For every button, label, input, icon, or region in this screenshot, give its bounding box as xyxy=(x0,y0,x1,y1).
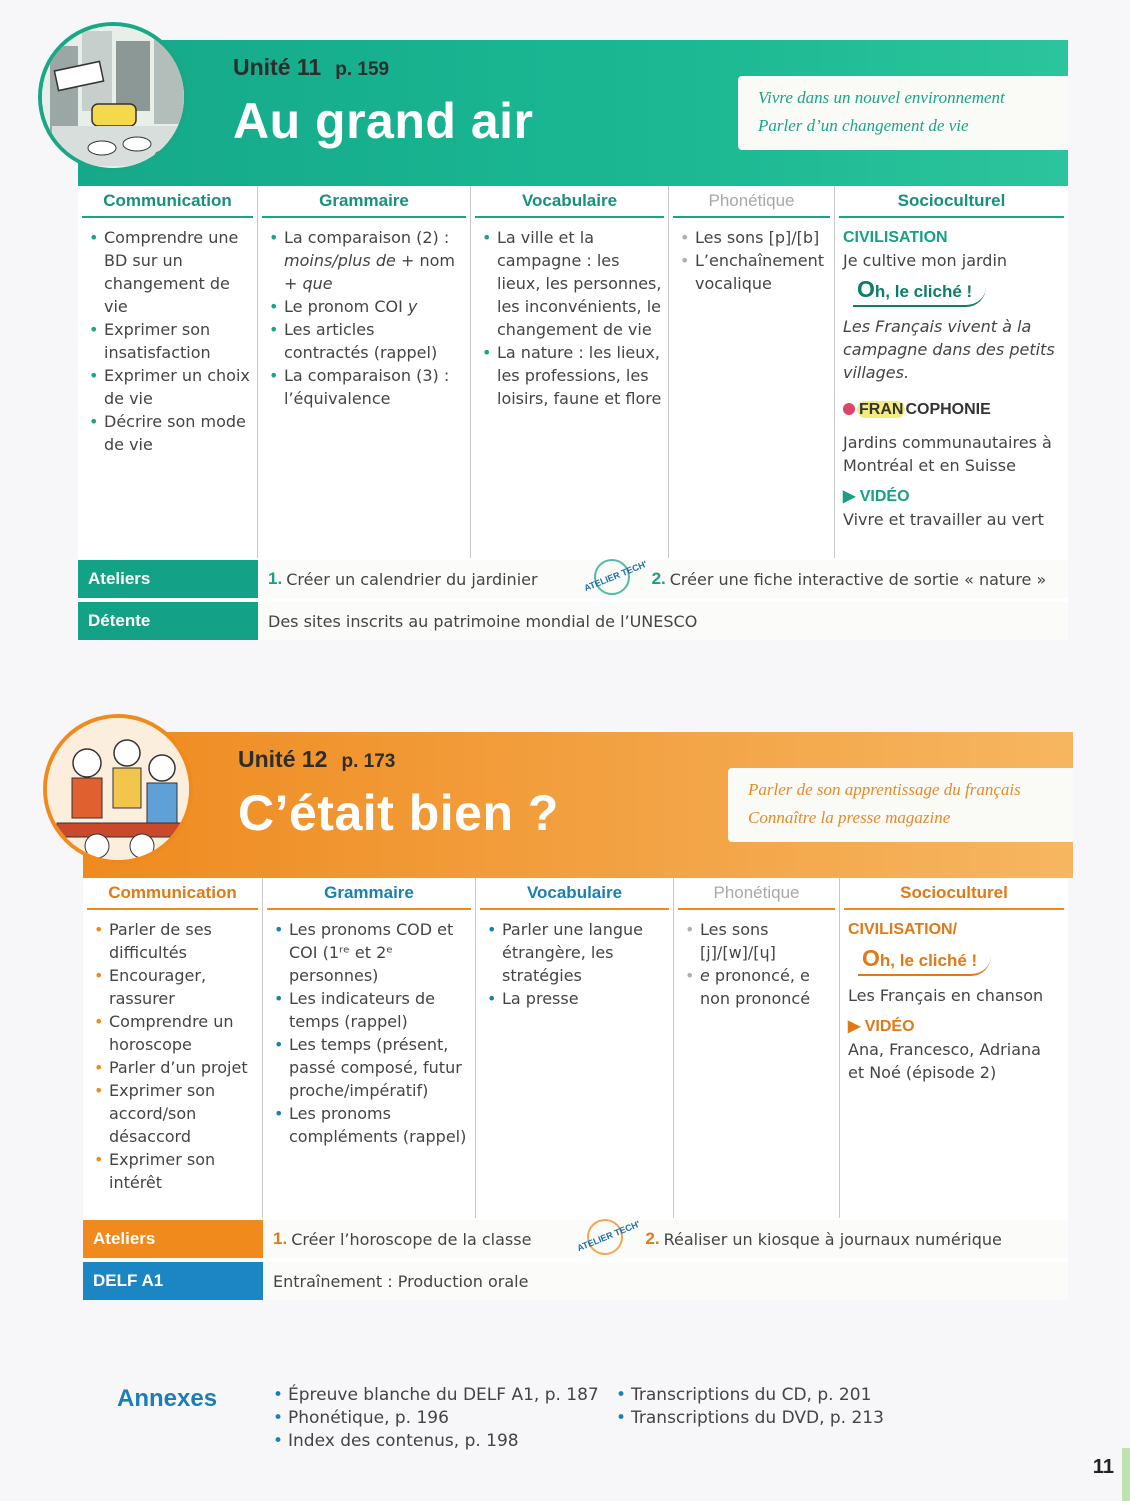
column-grammaire xyxy=(263,878,476,1218)
list-item: • La nature : les lieux, les professions, les loisirs, faune et flore xyxy=(481,341,662,410)
column-header: Vocabulaire xyxy=(480,878,669,910)
video-text: Vivre et travailler au vert xyxy=(843,510,1044,529)
unit-12-contents-table xyxy=(83,878,1068,1300)
video-text: Ana, Francesco, Adriana et Noé (épisode 2) xyxy=(848,1040,1041,1082)
video-title: ▶ VIDÉO xyxy=(848,1018,915,1035)
cliche-text: Les Français en chanson xyxy=(848,986,1044,1005)
video-title: ▶ VIDÉO xyxy=(843,488,910,505)
annex-item: • Transcriptions du CD, p. 201 xyxy=(615,1384,884,1407)
annex-item: • Transcriptions du DVD, p. 213 xyxy=(615,1407,884,1430)
page-number: 11 xyxy=(1092,1456,1114,1478)
civilisation-title: CIVILISATION xyxy=(843,229,948,246)
list-item: • e prononcé, e non prononcé xyxy=(684,964,833,1010)
annexes-list-1 xyxy=(272,1384,599,1453)
list-item: • Le pronom COI y xyxy=(268,295,464,318)
column-communication xyxy=(83,878,263,1218)
list-item: • L’enchaînement vocalique xyxy=(679,249,828,295)
column-socioculturel xyxy=(840,878,1068,1218)
column-header: Socioculturel xyxy=(839,186,1064,218)
column-vocabulaire xyxy=(476,878,674,1218)
objective: Vivre dans un nouvel environnement xyxy=(758,88,1005,107)
unit-11-header xyxy=(78,40,1068,186)
ateliers-row: Ateliers 1. Créer l’horoscope de la classe ATELIER TECH' 2. Réaliser un kiosque à journaux numérique xyxy=(83,1220,1068,1258)
unit-12 xyxy=(83,732,1073,1291)
francophonie-title: FRAN COPHONIE xyxy=(843,398,1060,421)
unit-12-header xyxy=(83,732,1073,878)
column-socioculturel xyxy=(835,186,1068,558)
ateliers-label: Ateliers xyxy=(83,1220,263,1258)
column-vocabulaire xyxy=(471,186,669,558)
unit-number: Unité 12 p. 173 xyxy=(238,746,396,772)
unit-11-illustration xyxy=(38,22,188,172)
list-item: • La ville et la campagne : les lieux, les personnes, les inconvénients, le changement de vie xyxy=(481,226,662,341)
atelier-2: Réaliser un kiosque à journaux numérique xyxy=(663,1229,1002,1249)
list-item: • Exprimer son intérêt xyxy=(93,1148,256,1194)
cliche-text: Les Français vivent à la campagne dans des petits villages. xyxy=(843,317,1055,382)
annexes-title: Annexes xyxy=(117,1385,218,1412)
column-header: Grammaire xyxy=(262,186,466,218)
column-header: Communication xyxy=(87,878,258,910)
unit-objectives xyxy=(728,768,1073,842)
column-grammaire xyxy=(258,186,471,558)
column-phonetique xyxy=(674,878,840,1218)
list-item: • Les temps (présent, passé composé, futur proche/impératif) xyxy=(273,1033,469,1102)
atelier-1: Créer un calendrier du jardinier xyxy=(286,569,538,589)
page-edge-tab xyxy=(1122,1448,1130,1501)
list-item: • Les sons [p]/[b] xyxy=(679,226,828,249)
list-item: • Les indicateurs de temps (rappel) xyxy=(273,987,469,1033)
atelier-tech-icon: ATELIER TECH' xyxy=(575,1218,642,1254)
detente-row xyxy=(78,602,1068,640)
detente-label: Détente xyxy=(78,602,258,640)
civilisation-text: Je cultive mon jardin xyxy=(843,251,1008,270)
list-item: • Exprimer un choix de vie xyxy=(88,364,251,410)
list-item: • Exprimer son accord/son désaccord xyxy=(93,1079,256,1148)
unit-11 xyxy=(78,40,1068,631)
delf-label: DELF A1 xyxy=(83,1262,263,1300)
francophonie-text: Jardins communautaires à Montréal et en Suisse xyxy=(843,433,1052,475)
unit-title: C’était bien ? xyxy=(238,785,559,841)
column-phonetique xyxy=(669,186,835,558)
francophonie-dot-icon xyxy=(843,403,855,415)
detente-text: Des sites inscrits au patrimoine mondial de l’UNESCO xyxy=(258,602,1068,640)
column-header: Communication xyxy=(82,186,253,218)
delf-text: Entraînement : Production orale xyxy=(263,1262,1068,1300)
unit-objectives xyxy=(738,76,1068,150)
delf-row xyxy=(83,1262,1068,1300)
objective: Connaître la presse magazine xyxy=(748,808,951,827)
list-item: • La comparaison (2) : moins/plus de + nom + que xyxy=(268,226,464,295)
column-header: Socioculturel xyxy=(844,878,1064,910)
objective: Parler d’un changement de vie xyxy=(758,116,969,135)
list-item: • Les pronoms COD et COI (1ʳᵉ et 2ᵉ personnes) xyxy=(273,918,469,987)
unit-12-illustration xyxy=(43,714,193,864)
list-item: • Parler d’un projet xyxy=(93,1056,256,1079)
civilisation-title: CIVILISATION/ xyxy=(848,921,958,938)
objective: Parler de son apprentissage du français xyxy=(748,780,1021,799)
list-item: • Les articles contractés (rappel) xyxy=(268,318,464,364)
list-item: • Les sons [j]/[w]/[ɥ] xyxy=(684,918,833,964)
atelier-tech-icon: ATELIER TECH' xyxy=(582,558,648,594)
list-item: • Les pronoms compléments (rappel) xyxy=(273,1102,469,1148)
column-header: Phonétique xyxy=(673,186,830,218)
column-header: Phonétique xyxy=(678,878,835,910)
unit-11-contents-table xyxy=(78,186,1068,640)
list-item: • La presse xyxy=(486,987,667,1010)
list-item: • Comprendre un horoscope xyxy=(93,1010,256,1056)
list-item: • Parler une langue étrangère, les stratégies xyxy=(486,918,667,987)
list-item: • Encourager, rassurer xyxy=(93,964,256,1010)
annexes-list-2 xyxy=(615,1384,884,1430)
list-item: • Parler de ses difficultés xyxy=(93,918,256,964)
unit-number: Unité 11 p. 159 xyxy=(233,54,390,80)
cliche-label: Oh, le cliché ! xyxy=(853,278,986,307)
annex-item: • Phonétique, p. 196 xyxy=(272,1407,599,1430)
ateliers-row: Ateliers 1. Créer un calendrier du jardinier ATELIER TECH' 2. Créer une fiche interactive de sortie « nature » xyxy=(78,560,1068,598)
list-item: • Exprimer son insatisfaction xyxy=(88,318,251,364)
atelier-1: Créer l’horoscope de la classe xyxy=(291,1229,532,1249)
annex-item: • Index des contenus, p. 198 xyxy=(272,1430,599,1453)
annex-item: • Épreuve blanche du DELF A1, p. 187 xyxy=(272,1384,599,1407)
cliche-label: Oh, le cliché ! xyxy=(858,947,991,976)
list-item: • Comprendre une BD sur un changement de vie xyxy=(88,226,251,318)
list-item: • Décrire son mode de vie xyxy=(88,410,251,456)
atelier-2: Créer une fiche interactive de sortie « nature » xyxy=(669,569,1047,589)
unit-title: Au grand air xyxy=(233,93,534,149)
ateliers-label: Ateliers xyxy=(78,560,258,598)
column-header: Grammaire xyxy=(267,878,471,910)
column-communication xyxy=(78,186,258,558)
list-item: • La comparaison (3) : l’équivalence xyxy=(268,364,464,410)
column-header: Vocabulaire xyxy=(475,186,664,218)
